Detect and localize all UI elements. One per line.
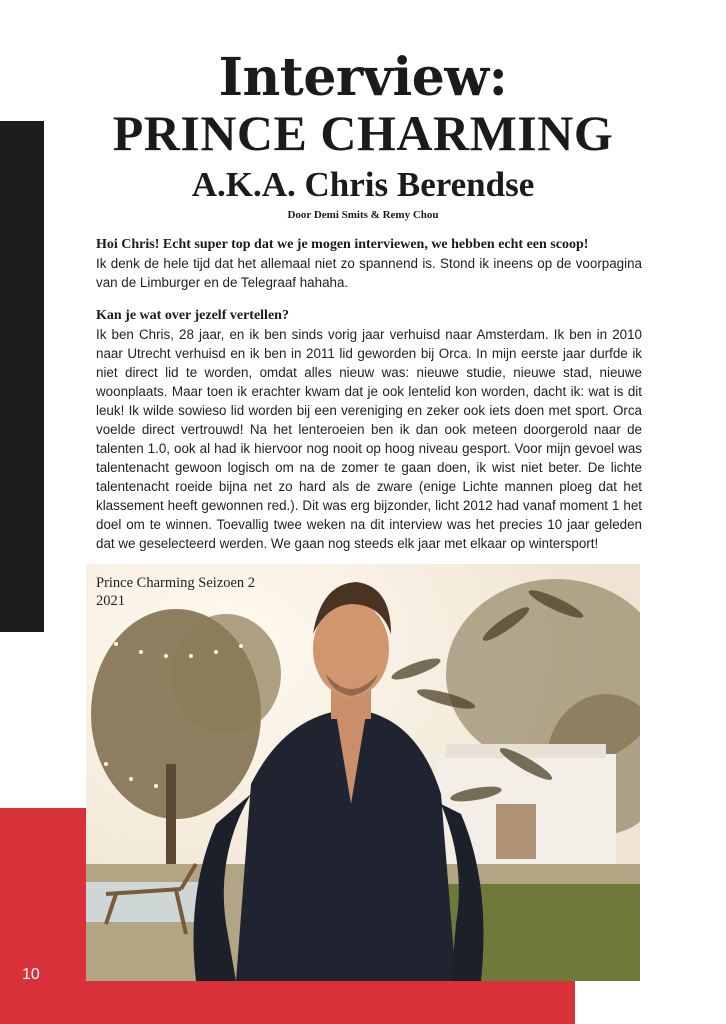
qa-block-2 xyxy=(96,307,642,553)
question-1: Hoi Chris! Echt super top dat we je mogen interviewen, we hebben echt een scoop! xyxy=(96,237,589,252)
photo-caption-line1: Prince Charming Seizoen 2 xyxy=(96,575,256,591)
page-title: Interview: xyxy=(218,47,508,108)
photo-caption-line2: 2021 xyxy=(96,593,125,609)
byline: Door Demi Smits & Remy Chou xyxy=(287,209,439,221)
portrait-photo-illustration xyxy=(86,564,640,981)
answer-2: Ik ben Chris, 28 jaar, en ik ben sinds vorig jaar verhuisd naar Amsterdam. Ik ben in 2010 naar Utrecht verhuisd en ik ben in 2011 lid geworden bij Orca. In mijn eerste jaar durfde ik niet direct lid te worden, omdat alles nieuw was: nieuwe studie, nieuwe stad, nieuwe woonplaats. Maar toen ik erachter kwam dat je ook lentelid kon worden, dacht ik: wat is dit leuk! Ik wilde sowieso lid worden bij een vereniging en zeker ook iets doen met sport. Orca voelde direct vertrouwd! Na het lenteroeien ben ik dan ook meteen doorgerold naar de talenten 1.0, ook al had ik hiervoor nog nooit op hoog niveau gesport. Voor mijn gevoel was talentenacht gewoon logisch om na de zomer te gaan doen, ik wist niet beter. De lichte talentenacht roeide bijna net zo hard als de zware (enige Lichte mannen ploeg dat het klassement heeft gewonnen red.). Dit was erg bijzonder, licht 2012 had vanaf moment 1 het doel om te winnen. Toevallig twee weken na dit interview was het precies 10 jaar geleden dat we geselecteerd werden. We gaan nog steeds elk jaar met elkaar op wintersport! xyxy=(96,327,642,551)
photo-caption xyxy=(96,574,296,610)
portrait-photo xyxy=(86,564,640,981)
answer-1: Ik denk de hele tijd dat het allemaal niet zo spannend is. Stond ik ineens op de voorpagina van de Limburger en de Telegraaf hahaha. xyxy=(96,256,642,290)
aka-name: A.K.A. Chris Berendse xyxy=(191,165,535,204)
page-subtitle: PRINCE CHARMING xyxy=(112,105,614,161)
page-number: 10 xyxy=(22,966,40,983)
qa-block-1 xyxy=(96,236,642,292)
question-2: Kan je wat over jezelf vertellen? xyxy=(96,308,289,323)
